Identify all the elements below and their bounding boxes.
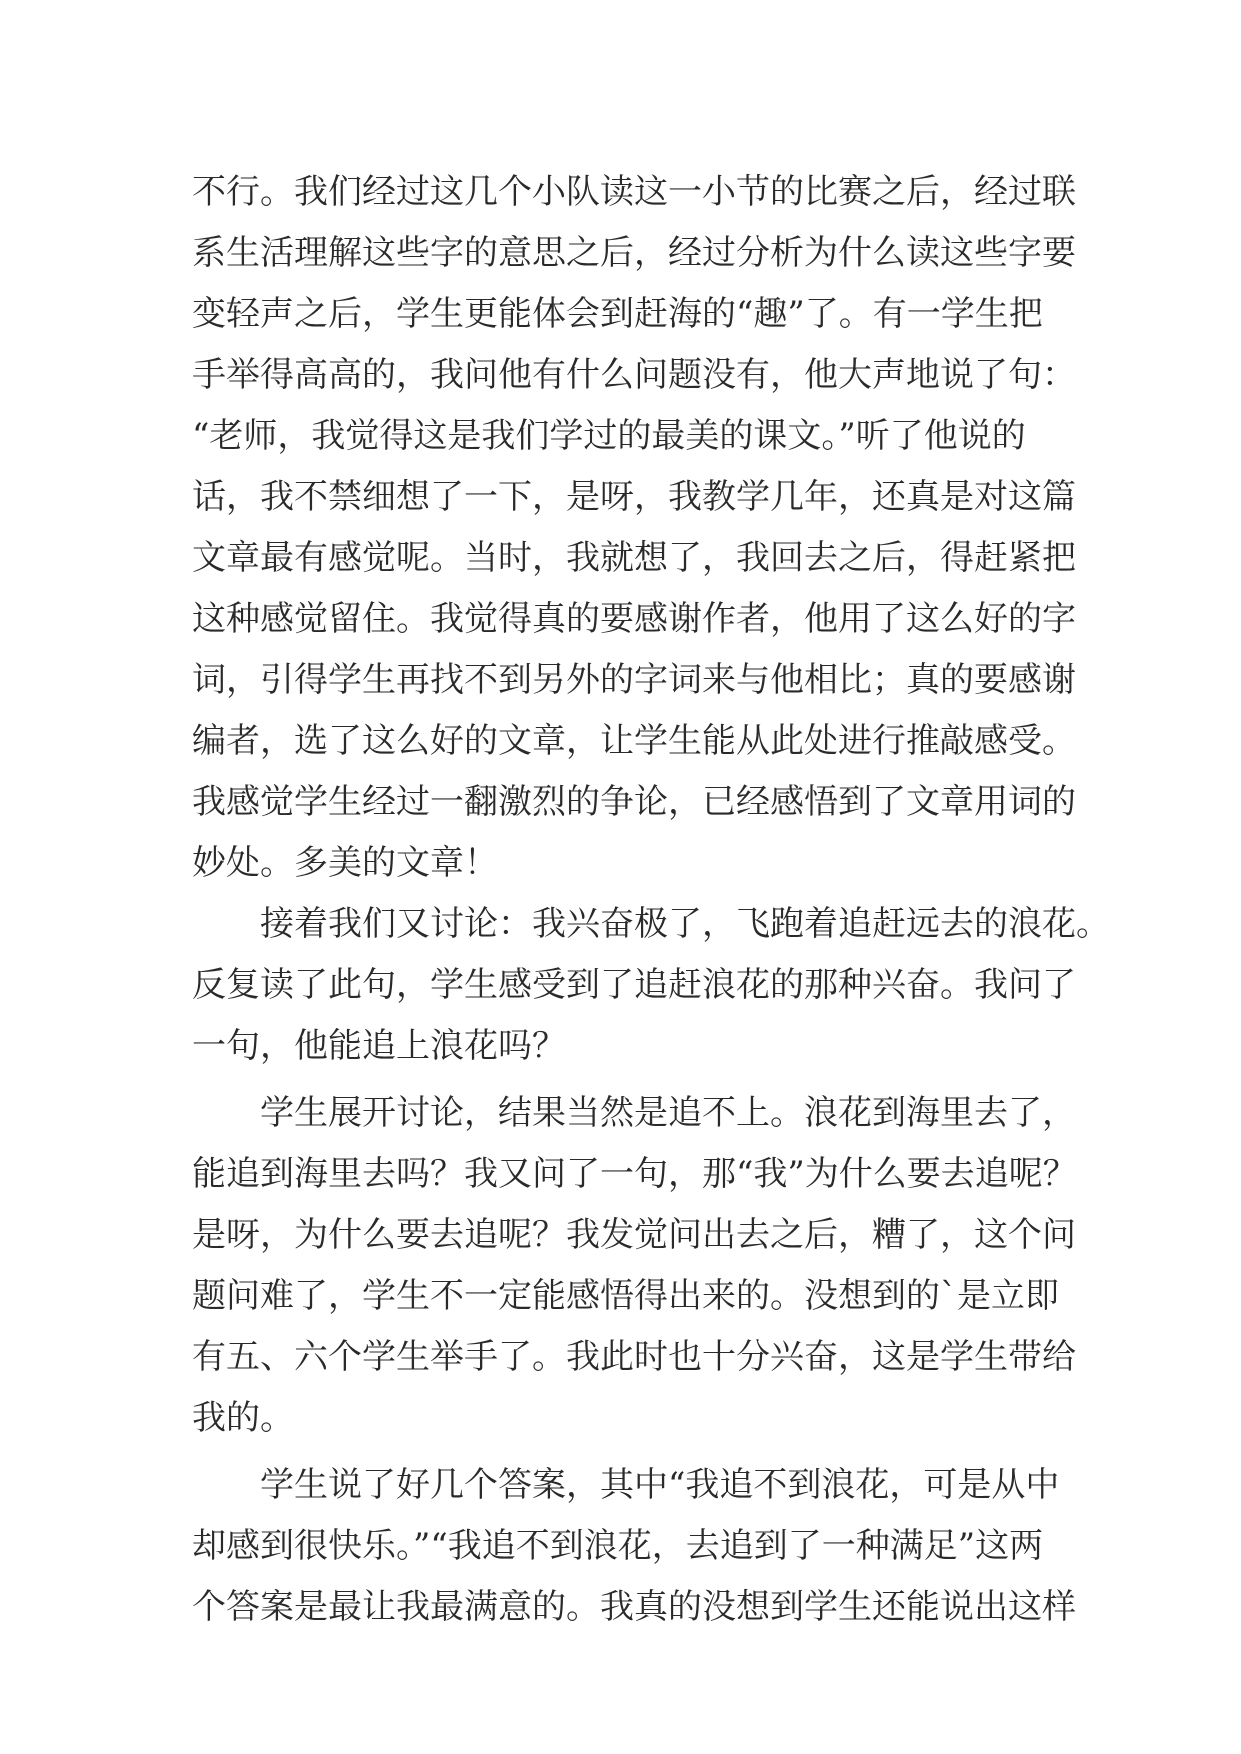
- text-line: “老师，我觉得这是我们学过的最美的课文。”听了他说的: [192, 416, 1026, 456]
- text-line: 个答案是最让我最满意的。我真的没想到学生还能说出这样: [192, 1587, 1076, 1627]
- text-line: 妙处。多美的文章！: [192, 843, 498, 883]
- text-line: 我感觉学生经过一翻激烈的争论，已经感悟到了文章用词的: [192, 782, 1076, 822]
- text-line: 这种感觉留住。我觉得真的要感谢作者，他用了这么好的字: [192, 599, 1076, 639]
- text-line: 一句，他能追上浪花吗？: [192, 1026, 566, 1066]
- text-line: 话，我不禁细想了一下，是呀，我教学几年，还真是对这篇: [192, 477, 1076, 517]
- text-line: 有五、六个学生举手了。我此时也十分兴奋，这是学生带给: [192, 1337, 1076, 1377]
- text-line: 是呀，为什么要去追呢？我发觉问出去之后，糟了，这个问: [192, 1215, 1076, 1255]
- text-line: 能追到海里去吗？我又问了一句，那“我”为什么要去追呢？: [192, 1154, 1077, 1194]
- text-line: 不行。我们经过这几个小队读这一小节的比赛之后，经过联: [192, 172, 1076, 212]
- text-line: 文章最有感觉呢。当时，我就想了，我回去之后，得赶紧把: [192, 538, 1076, 578]
- text-line: 手举得高高的，我问他有什么问题没有，他大声地说了句：: [192, 355, 1076, 395]
- paragraph-3: [192, 1083, 1077, 1449]
- text-line: 却感到很快乐。”“我追不到浪花，去追到了一种满足”这两: [192, 1526, 1044, 1566]
- text-line: 编者，选了这么好的文章，让学生能从此处进行推敲感受。: [192, 721, 1076, 761]
- document-body: [192, 162, 1110, 1638]
- text-line: 变轻声之后，学生更能体会到赶海的“趣”了。有一学生把: [192, 294, 1043, 334]
- text-line: 反复读了此句，学生感受到了追赶浪花的那种兴奋。我问了: [192, 965, 1076, 1005]
- text-line: 词，引得学生再找不到另外的字词来与他相比；真的要感谢: [192, 660, 1076, 700]
- text-line: 接着我们又讨论：我兴奋极了，飞跑着追赶远去的浪花。: [260, 904, 1110, 944]
- paragraph-4: [192, 1455, 1076, 1638]
- text-line: 系生活理解这些字的意思之后，经过分析为什么读这些字要: [192, 233, 1076, 273]
- text-line: 学生展开讨论，结果当然是追不上。浪花到海里去了，: [260, 1093, 1076, 1133]
- paragraph-2: [192, 894, 1110, 1077]
- text-line: 学生说了好几个答案，其中“我追不到浪花，可是从中: [260, 1465, 1060, 1505]
- text-line: 我的。: [192, 1398, 294, 1438]
- text-line: 题问难了，学生不一定能感悟得出来的。没想到的`是立即: [192, 1276, 1059, 1316]
- paragraph-1: [192, 162, 1076, 894]
